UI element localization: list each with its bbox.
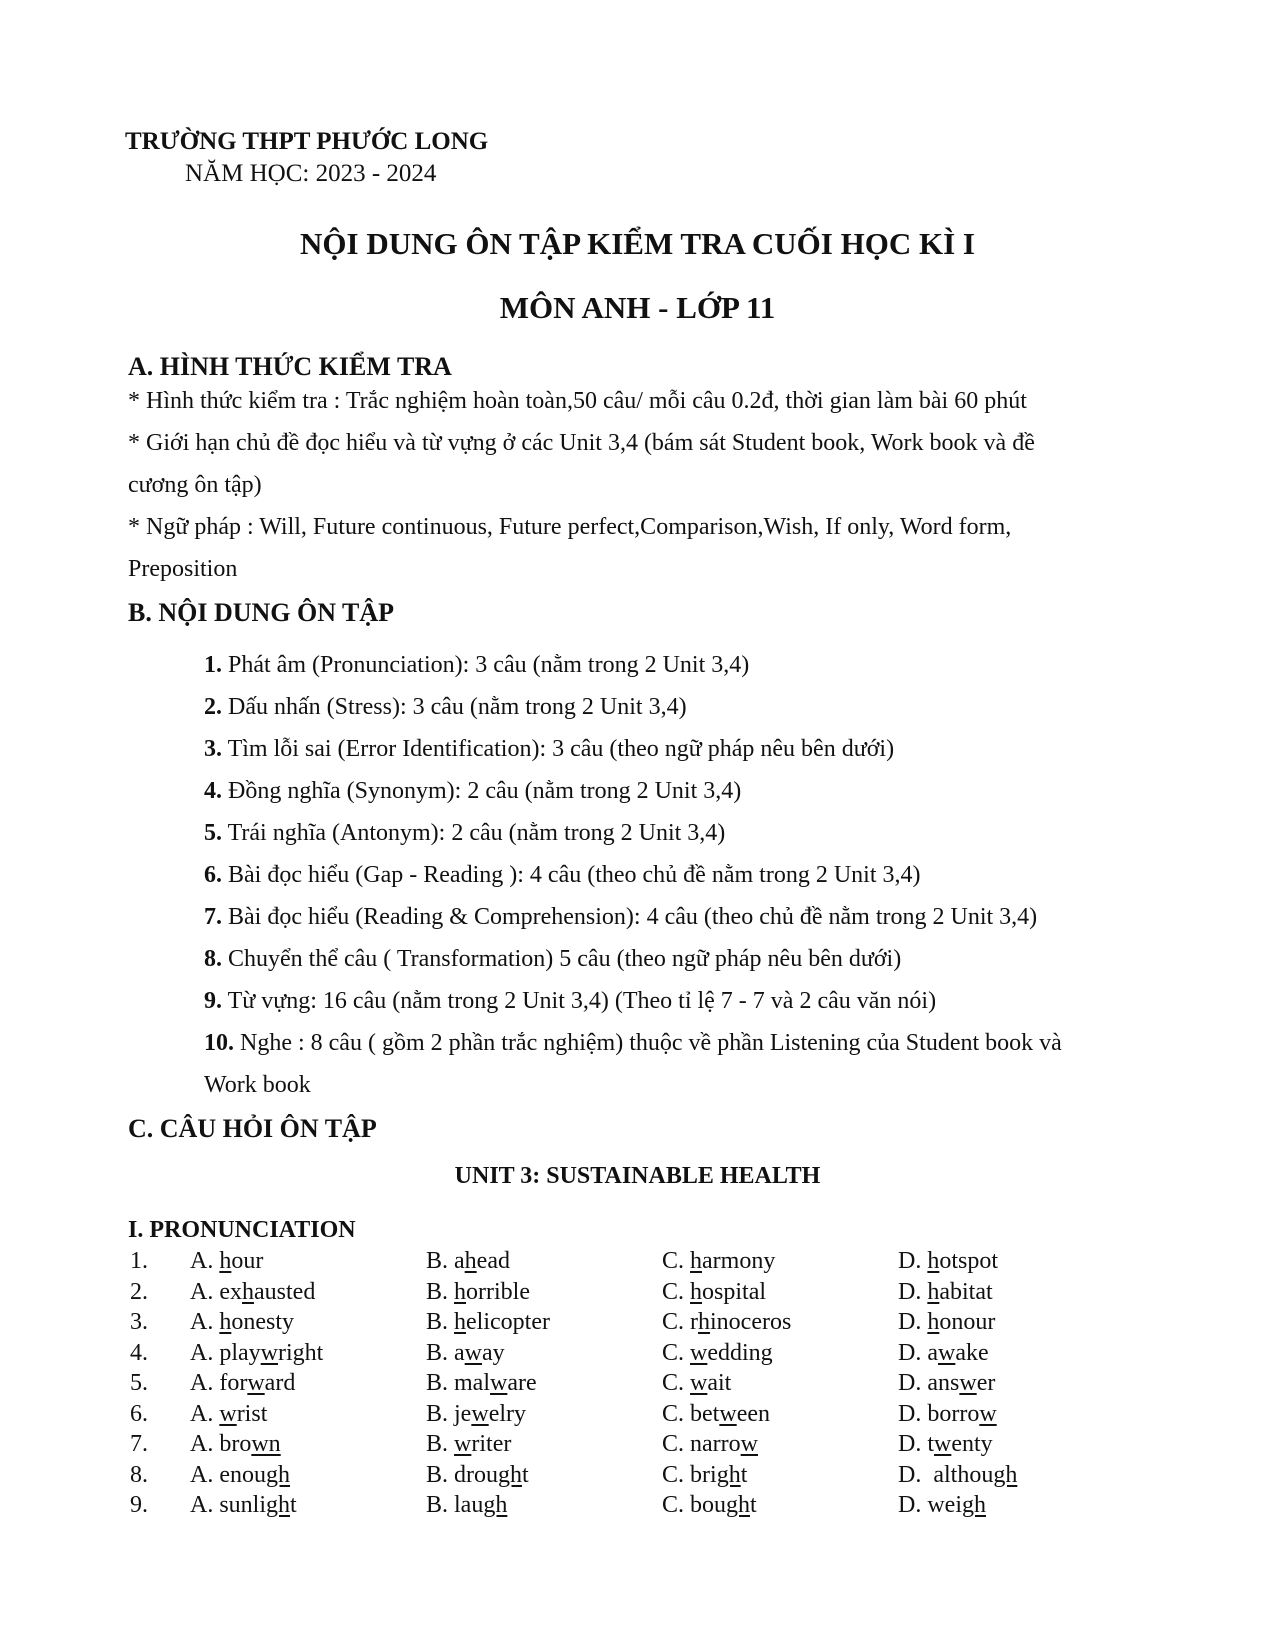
underlined-letters: h <box>454 1309 467 1335</box>
answer-option: D. although <box>898 1461 1018 1488</box>
answer-option: A. wrist <box>190 1400 268 1427</box>
answer-option: C. between <box>662 1400 770 1427</box>
answer-option: A. sunlight <box>190 1492 297 1518</box>
question-row <box>0 1492 1275 1523</box>
answer-option: C. hospital <box>662 1278 767 1305</box>
list-item: 10. Nghe : 8 câu ( gồm 2 phần trắc nghiệm) thuộc về phần Listening của Student book và <box>204 1030 1062 1056</box>
question-number: 6. <box>130 1400 148 1427</box>
answer-option: B. laugh <box>426 1492 508 1518</box>
answer-option: B. drought <box>426 1461 529 1488</box>
question-number: 7. <box>130 1431 148 1457</box>
underlined-letters: w <box>454 1431 472 1457</box>
question-number: 4. <box>130 1339 148 1366</box>
answer-option: B. away <box>426 1339 505 1366</box>
underlined-letters: gh <box>726 1492 751 1518</box>
answer-option: C. wait <box>662 1370 732 1396</box>
section-a-line: * Hình thức kiểm tra : Trắc nghiệm hoàn toàn,50 câu/ mỗi câu 0.2đ, thời gian làm bài 60 phút <box>128 388 1027 414</box>
underlined-letters: w <box>690 1370 708 1396</box>
list-item: 1. Phát âm (Pronunciation): 3 câu (nằm trong 2 Unit 3,4) <box>204 652 750 678</box>
list-item: 3. Tìm lỗi sai (Error Identification): 3 câu (theo ngữ pháp nêu bên dưới) <box>204 736 895 762</box>
underlined-letters: h <box>690 1278 703 1305</box>
underlined-letters: w <box>959 1370 977 1396</box>
question-row <box>0 1309 1275 1340</box>
underlined-letters: h <box>219 1248 232 1274</box>
answer-option: D. answer <box>898 1370 996 1396</box>
underlined-letters: gh <box>498 1461 523 1488</box>
question-row <box>0 1340 1275 1371</box>
underlined-letters: w <box>260 1339 279 1366</box>
question-number: 3. <box>130 1309 148 1335</box>
underlined-letters: h <box>690 1248 703 1274</box>
underlined-letters: gh <box>483 1492 508 1518</box>
list-item: 4. Đồng nghĩa (Synonym): 2 câu (nằm trong 2 Unit 3,4) <box>204 778 742 804</box>
underlined-letters: gh <box>266 1461 290 1488</box>
underlined-letters: h <box>927 1248 940 1274</box>
section-c-heading: C. CÂU HỎI ÔN TẬP <box>128 1114 377 1143</box>
answer-option: B. helicopter <box>426 1309 550 1335</box>
underlined-letters: gh <box>716 1461 741 1488</box>
answer-option: B. jewelry <box>426 1400 526 1427</box>
document-title: NỘI DUNG ÔN TẬP KIỂM TRA CUỐI HỌC KÌ I <box>300 226 975 261</box>
underlined-letters: h <box>219 1309 232 1335</box>
answer-option: B. horrible <box>426 1278 530 1305</box>
list-item: 9. Từ vựng: 16 câu (nằm trong 2 Unit 3,4) (Theo tỉ lệ 7 - 7 và 2 câu văn nói) <box>204 988 937 1014</box>
answer-option: A. exhausted <box>190 1278 316 1305</box>
answer-option: D. twenty <box>898 1431 993 1457</box>
underlined-letters: h <box>454 1278 467 1305</box>
question-row <box>0 1279 1275 1310</box>
underlined-letters: h <box>464 1248 477 1274</box>
answer-option: C. harmony <box>662 1248 776 1274</box>
answer-option: C. bright <box>662 1461 748 1488</box>
underlined-letters: w <box>934 1431 952 1457</box>
section-a-line: * Giới hạn chủ đề đọc hiểu và từ vựng ở các Unit 3,4 (bám sát Student book, Work book và đề <box>128 430 1035 456</box>
answer-option: C. bought <box>662 1492 757 1518</box>
list-item: 2. Dấu nhấn (Stress): 3 câu (nằm trong 2 Unit 3,4) <box>204 694 687 720</box>
section-a-line: cương ôn tập) <box>128 472 262 498</box>
list-item: 8. Chuyển thể câu ( Transformation) 5 câu (theo ngữ pháp nêu bên dưới) <box>204 946 902 972</box>
answer-option: A. hour <box>190 1248 264 1274</box>
list-item-continuation: Work book <box>204 1072 311 1098</box>
answer-option: C. narrow <box>662 1431 758 1457</box>
underlined-letters: w <box>464 1339 483 1366</box>
answer-option: D. honour <box>898 1309 996 1335</box>
underlined-letters: h <box>242 1278 254 1305</box>
answer-option: A. forward <box>190 1370 296 1396</box>
underlined-letters: gh <box>962 1492 986 1518</box>
underlined-letters: gh <box>266 1492 291 1518</box>
underlined-letters: w <box>979 1400 997 1427</box>
answer-option: D. borrow <box>898 1400 997 1427</box>
section-a-line: Preposition <box>128 556 238 582</box>
question-row <box>0 1431 1275 1462</box>
answer-option: C. wedding <box>662 1339 773 1366</box>
question-number: 9. <box>130 1492 148 1518</box>
question-number: 5. <box>130 1370 148 1396</box>
list-item: 7. Bài đọc hiểu (Reading & Comprehension): 4 câu (theo chủ đề nằm trong 2 Unit 3,4) <box>204 904 1038 930</box>
school-name: TRƯỜNG THPT PHƯỚC LONG <box>125 128 489 155</box>
answer-option: D. weigh <box>898 1492 986 1518</box>
question-row <box>0 1248 1275 1279</box>
underlined-letters: w <box>471 1400 489 1427</box>
answer-option: D. awake <box>898 1339 989 1366</box>
answer-option: B. malware <box>426 1370 537 1396</box>
underlined-letters: w <box>938 1339 956 1366</box>
section-b-heading: B. NỘI DUNG ÔN TẬP <box>128 598 395 627</box>
underlined-letters: w <box>719 1400 737 1427</box>
question-number: 2. <box>130 1278 148 1305</box>
answer-option: D. hotspot <box>898 1248 999 1274</box>
answer-option: C. rhinoceros <box>662 1309 792 1335</box>
underlined-letters: w <box>247 1370 265 1396</box>
question-number: 1. <box>130 1248 148 1274</box>
part-title: I. PRONUNCIATION <box>128 1217 356 1243</box>
question-row <box>0 1462 1275 1493</box>
answer-option: D. habitat <box>898 1278 993 1305</box>
underlined-letters: wn <box>251 1431 281 1457</box>
underlined-letters: gh <box>993 1461 1018 1488</box>
underlined-letters: h <box>927 1309 940 1335</box>
underlined-letters: h <box>927 1278 940 1305</box>
underlined-letters: w <box>690 1339 708 1366</box>
answer-option: A. enough <box>190 1461 290 1488</box>
list-item: 5. Trái nghĩa (Antonym): 2 câu (nằm trong 2 Unit 3,4) <box>204 820 726 846</box>
underlined-letters: w <box>740 1431 758 1457</box>
underlined-letters: h <box>698 1309 711 1335</box>
underlined-letters: w <box>490 1370 508 1396</box>
question-row <box>0 1370 1275 1401</box>
document-subtitle: MÔN ANH - LỚP 11 <box>499 290 776 325</box>
underlined-letters: w <box>219 1400 237 1427</box>
school-year: NĂM HỌC: 2023 - 2024 <box>185 160 437 187</box>
answer-option: A. brown <box>190 1431 281 1457</box>
list-item: 6. Bài đọc hiểu (Gap - Reading ): 4 câu (theo chủ đề nằm trong 2 Unit 3,4) <box>204 862 921 888</box>
answer-option: B. ahead <box>426 1248 510 1274</box>
question-number: 8. <box>130 1461 148 1488</box>
answer-option: A. playwright <box>190 1339 324 1366</box>
question-row <box>0 1401 1275 1432</box>
answer-option: A. honesty <box>190 1309 295 1335</box>
section-a-line: * Ngữ pháp : Will, Future continuous, Future perfect,Comparison,Wish, If only, Word form, <box>128 514 1012 540</box>
section-a-heading: A. HÌNH THỨC KIỂM TRA <box>128 352 452 381</box>
answer-option: B. writer <box>426 1431 512 1457</box>
unit-title: UNIT 3: SUSTAINABLE HEALTH <box>454 1163 821 1189</box>
